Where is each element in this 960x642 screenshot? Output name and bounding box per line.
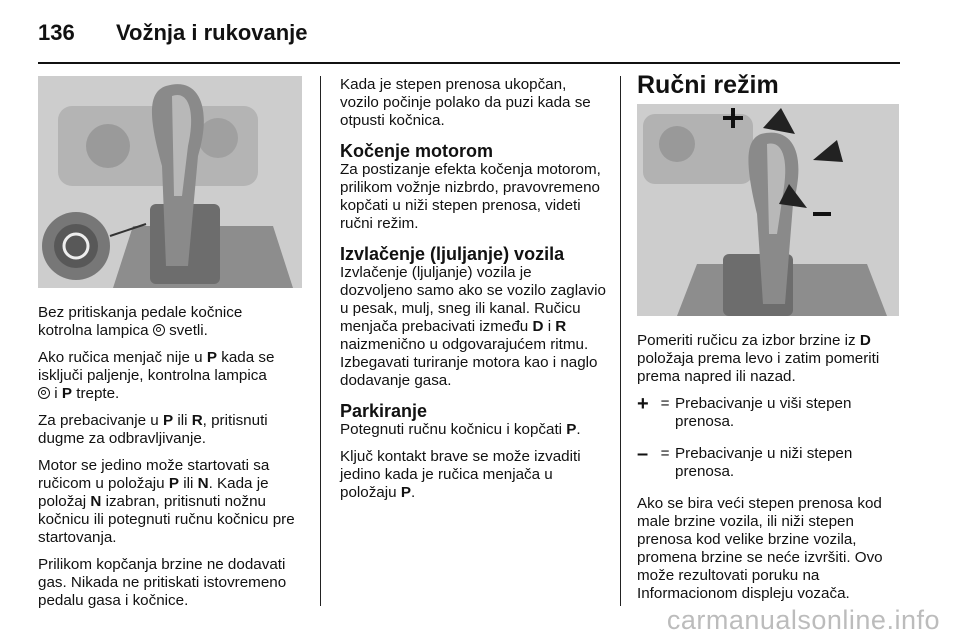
manual-mode-figure <box>637 104 899 316</box>
paragraph: Potegnuti ručnu kočnicu i kopčati P. <box>340 421 581 438</box>
paragraph: Ključ kontakt brave se može izvaditi jedino kada je ručica menjača u položaju P. <box>340 448 581 501</box>
section-heading-manual-mode: Ručni režim <box>637 71 779 99</box>
plus-icon: + <box>637 393 649 415</box>
paragraph: Pomeriti ručicu za izbor brzine iz D položaja prema levo i zatim pomeriti prema napred ili nazad. <box>637 332 880 385</box>
manual-mode-illustration <box>637 104 899 316</box>
column-3 <box>637 71 903 612</box>
paragraph: Ako ručica menjač nije u P kada se isključi paljenje, kontrolna lampica i P trepte. <box>38 349 275 402</box>
legend-row-downshift: – = Prebacivanje u niži stepen prenosa. <box>637 443 853 480</box>
section-heading-parking: Parkiranje <box>340 401 428 421</box>
paragraph: Ako se bira veći stepen prenosa kod male brzine vozila, ili niži stepen prenosa kod velike brzine vozila, promena brzine se neće izvršiti. Ovo može rezultovati poruku na Informacionom displeju vozača. <box>637 495 883 602</box>
gear-selector-illustration <box>38 76 302 288</box>
legend-row-upshift: + = Prebacivanje u viši stepen prenosa. <box>637 393 852 430</box>
brake-control-lamp-icon <box>38 387 50 399</box>
column-1 <box>38 76 306 619</box>
gear-selector-figure <box>38 76 302 288</box>
paragraph: Motor se jedino može startovati sa ručicom u položaju P ili N. Kada je položaj N izabran, pritisnuti nožnu kočnicu ili potegnuti ručnu kočnicu pre startovanja. <box>38 457 295 546</box>
paragraph: Za postizanje efekta kočenja motorom, prilikom vožnje nizbrdo, pravovremeno kopčati u niži stepen prenosa, videti ručni režim. <box>340 161 601 232</box>
column-divider <box>320 76 321 606</box>
paragraph: Izvlačenje (ljuljanje) vozila je dozvoljeno samo ako se vozilo zaglavio u pesak, mulj, sneg ili kanal. Ručicu menjača prebacivati između D i R naizmenično u odgovarajućem ritmu. Izbegavati turiranje motora kao i naglo dodavanje gasa. <box>340 264 606 389</box>
paragraph: Za prebacivanje u P ili R, pritisnuti dugme za odbravljivanje. <box>38 412 268 447</box>
section-heading-rocking: Izvlačenje (ljuljanje) vozila <box>340 244 565 264</box>
brake-control-lamp-icon <box>153 324 165 336</box>
column-2 <box>340 76 606 511</box>
minus-icon: – <box>637 443 649 465</box>
running-title: Vožnja i rukovanje <box>116 20 308 45</box>
paragraph: Kada je stepen prenosa ukopčan, vozilo počinje polako da puzi kada se otpusti kočnica. <box>340 76 591 129</box>
column-divider <box>620 76 621 606</box>
header-rule <box>38 62 900 64</box>
paragraph: Bez pritiskanja pedale kočnice kotrolna lampica svetli. <box>38 304 243 339</box>
page-number: 136 <box>38 20 75 45</box>
watermark: carmanualsonline.info <box>666 605 940 635</box>
paragraph: Prilikom kopčanja brzine ne dodavati gas. Nikada ne pritiskati istovremeno pedalu gasa i kočnice. <box>38 556 287 609</box>
section-heading-engine-braking: Kočenje motorom <box>340 141 494 161</box>
